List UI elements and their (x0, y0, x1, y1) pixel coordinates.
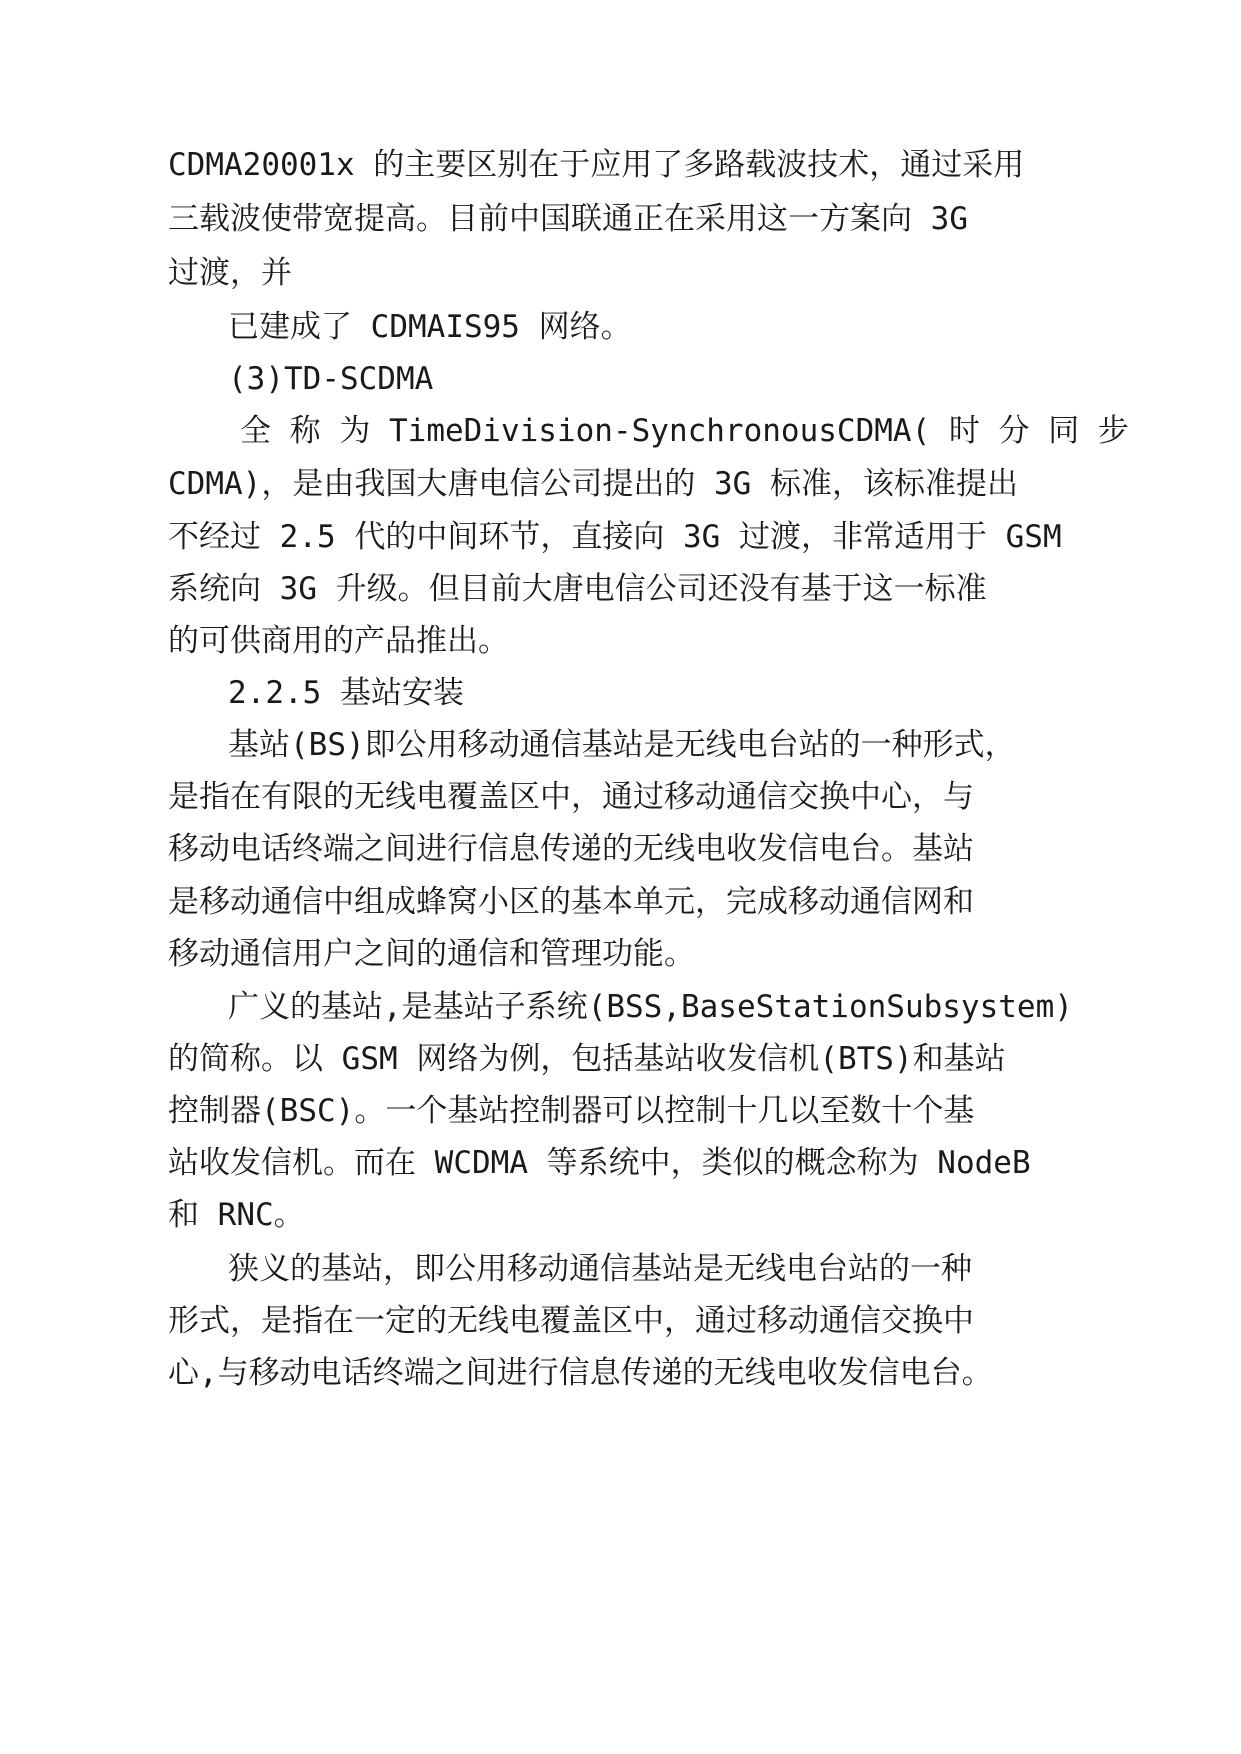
text-line: 狭义的基站，即公用移动通信基站是无线电台站的一种 (228, 1251, 972, 1287)
text-line: 控制器(BSC)。一个基站控制器可以控制十几以至数十个基 (168, 1093, 975, 1129)
text-line: 广义的基站,是基站子系统(BSS,BaseStationSubsystem) (228, 989, 1073, 1025)
text-line: 移动电话终端之间进行信息传递的无线电收发信电台。基站 (168, 831, 974, 867)
text-line: 全 称 为 TimeDivision-SynchronousCDMA( 时 分 同 步 (240, 413, 1129, 449)
text-line: 心,与移动电话终端之间进行信息传递的无线电收发信电台。 (168, 1355, 993, 1391)
text-line: 过渡，并 (168, 255, 292, 291)
text-line: 站收发信机。而在 WCDMA 等系统中，类似的概念称为 NodeB (168, 1145, 1031, 1181)
text-line: 是移动通信中组成蜂窝小区的基本单元，完成移动通信网和 (168, 884, 974, 920)
text-line: 移动通信用户之间的通信和管理功能。 (168, 936, 695, 972)
text-line: 不经过 2.5 代的中间环节，直接向 3G 过渡，非常适用于 GSM (168, 519, 1062, 555)
text-line: 和 RNC。 (168, 1197, 305, 1233)
text-line: CDMA20001x 的主要区别在于应用了多路载波技术，通过采用 (168, 147, 1025, 183)
text-line: CDMA)，是由我国大唐电信公司提出的 3G 标准，该标准提出 (168, 466, 1018, 502)
text-line: 已建成了 CDMAIS95 网络。 (228, 309, 632, 345)
text-line: 三载波使带宽提高。目前中国联通正在采用这一方案向 3G (168, 201, 968, 237)
text-line: 的可供商用的产品推出。 (168, 623, 509, 659)
text-line: 系统向 3G 升级。但目前大唐电信公司还没有基于这一标准 (168, 571, 987, 607)
text-line: 形式，是指在一定的无线电覆盖区中，通过移动通信交换中 (168, 1303, 974, 1339)
section-heading: 2.2.5 基站安装 (228, 675, 464, 711)
text-line: 的简称。以 GSM 网络为例，包括基站收发信机(BTS)和基站 (168, 1041, 1006, 1077)
text-line: 是指在有限的无线电覆盖区中，通过移动通信交换中心，与 (168, 779, 974, 815)
text-line: 基站(BS)即公用移动通信基站是无线电台站的一种形式， (228, 727, 1016, 763)
section-heading: (3)TD-SCDMA (228, 361, 434, 397)
